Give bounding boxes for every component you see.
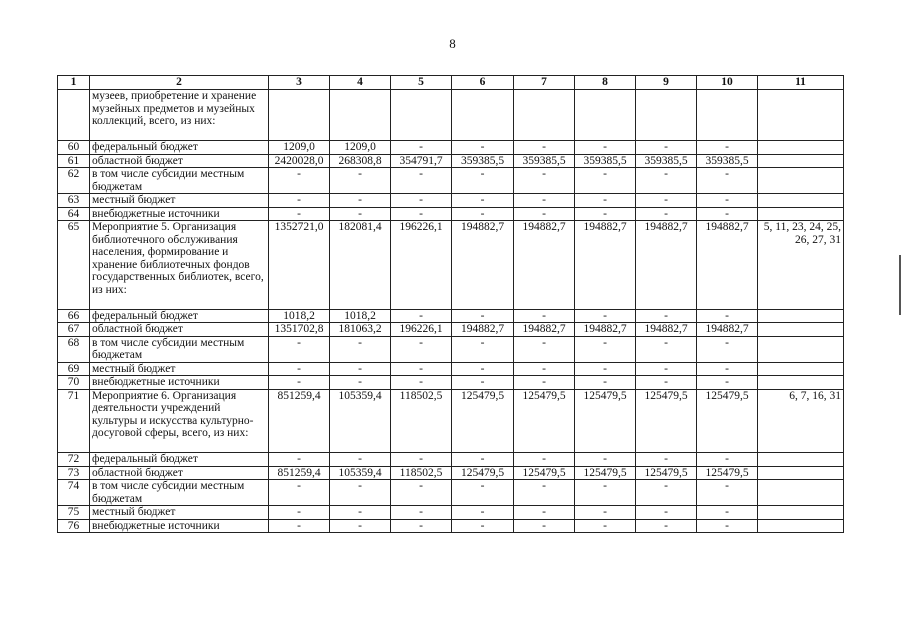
- amount-cell: -: [697, 506, 758, 520]
- amount-cell: 125479,5: [514, 389, 575, 453]
- amount-cell: -: [575, 453, 636, 467]
- amount-cell: -: [391, 336, 452, 362]
- table-row: [58, 141, 844, 155]
- row-number: 69: [58, 362, 90, 376]
- amount-cell: -: [697, 480, 758, 506]
- amount-cell: 125479,5: [514, 466, 575, 480]
- amount-cell: 851259,4: [269, 389, 330, 453]
- row-description: местный бюджет: [90, 194, 269, 208]
- amount-cell: -: [514, 194, 575, 208]
- amount-cell: -: [330, 453, 391, 467]
- indicator-refs: [758, 168, 844, 194]
- amount-cell: 359385,5: [452, 154, 514, 168]
- amount-cell: -: [452, 506, 514, 520]
- row-description: в том числе субсидии местным бюджетам: [90, 168, 269, 194]
- amount-cell: -: [514, 168, 575, 194]
- scan-edge-mark: [899, 255, 901, 315]
- amount-cell: 851259,4: [269, 466, 330, 480]
- amount-cell: -: [514, 336, 575, 362]
- table-row: [58, 154, 844, 168]
- amount-cell: -: [330, 480, 391, 506]
- row-number: 65: [58, 221, 90, 310]
- indicator-refs: [758, 466, 844, 480]
- amount-cell: -: [697, 141, 758, 155]
- column-header-7: 7: [514, 76, 575, 90]
- amount-cell: -: [575, 376, 636, 390]
- indicator-refs: [758, 453, 844, 467]
- row-number: 62: [58, 168, 90, 194]
- amount-cell: -: [391, 168, 452, 194]
- amount-cell: -: [330, 207, 391, 221]
- table-row: [58, 480, 844, 506]
- row-description: федеральный бюджет: [90, 309, 269, 323]
- amount-cell: 194882,7: [697, 323, 758, 337]
- amount-cell: -: [269, 480, 330, 506]
- amount-cell: -: [697, 194, 758, 208]
- amount-cell: -: [697, 336, 758, 362]
- amount-cell: 194882,7: [514, 221, 575, 310]
- page-number: 8: [449, 36, 456, 51]
- amount-cell: -: [575, 309, 636, 323]
- amount-cell: 118502,5: [391, 466, 452, 480]
- amount-cell: -: [330, 519, 391, 533]
- amount-cell: -: [697, 207, 758, 221]
- amount-cell: 1018,2: [330, 309, 391, 323]
- amount-cell: 125479,5: [697, 389, 758, 453]
- amount-cell: -: [452, 194, 514, 208]
- amount-cell: -: [391, 362, 452, 376]
- row-number: 61: [58, 154, 90, 168]
- row-number: 76: [58, 519, 90, 533]
- amount-cell: -: [575, 519, 636, 533]
- amount-cell: [514, 90, 575, 141]
- amount-cell: 194882,7: [636, 323, 697, 337]
- table-row: [58, 453, 844, 467]
- amount-cell: 125479,5: [636, 389, 697, 453]
- amount-cell: -: [452, 480, 514, 506]
- table-row: [58, 519, 844, 533]
- amount-cell: 196226,1: [391, 221, 452, 310]
- table-header-row: [58, 76, 844, 90]
- indicator-refs: 6, 7, 16, 31: [758, 389, 844, 453]
- row-number: 74: [58, 480, 90, 506]
- amount-cell: -: [514, 506, 575, 520]
- column-header-5: 5: [391, 76, 452, 90]
- indicator-refs: 5, 11, 23, 24, 25, 26, 27, 31: [758, 221, 844, 310]
- row-description: внебюджетные источники: [90, 376, 269, 390]
- indicator-refs: [758, 323, 844, 337]
- row-description: местный бюджет: [90, 362, 269, 376]
- row-description: областной бюджет: [90, 323, 269, 337]
- amount-cell: -: [514, 376, 575, 390]
- row-description: Мероприятие 6. Организация деятельности учреждений культуры и искусства культурно-досуговой сферы, всего, из них:: [90, 389, 269, 453]
- row-number: [58, 90, 90, 141]
- row-description: Мероприятие 5. Организация библиотечного обслуживания населения, формирование и хранение библиотечных фондов государственных библиотек, всего, из них:: [90, 221, 269, 310]
- amount-cell: -: [636, 168, 697, 194]
- amount-cell: 196226,1: [391, 323, 452, 337]
- amount-cell: -: [452, 168, 514, 194]
- row-number: 72: [58, 453, 90, 467]
- row-description: внебюджетные источники: [90, 519, 269, 533]
- amount-cell: -: [514, 309, 575, 323]
- amount-cell: 181063,2: [330, 323, 391, 337]
- amount-cell: -: [636, 519, 697, 533]
- amount-cell: 105359,4: [330, 466, 391, 480]
- amount-cell: 125479,5: [697, 466, 758, 480]
- table-row: [58, 309, 844, 323]
- row-description: местный бюджет: [90, 506, 269, 520]
- amount-cell: -: [330, 506, 391, 520]
- amount-cell: 359385,5: [697, 154, 758, 168]
- amount-cell: -: [330, 376, 391, 390]
- amount-cell: -: [269, 168, 330, 194]
- table-body: [58, 90, 844, 533]
- indicator-refs: [758, 506, 844, 520]
- indicator-refs: [758, 141, 844, 155]
- table-row: [58, 168, 844, 194]
- row-number: 70: [58, 376, 90, 390]
- row-number: 60: [58, 141, 90, 155]
- amount-cell: -: [452, 141, 514, 155]
- amount-cell: 125479,5: [575, 389, 636, 453]
- column-header-8: 8: [575, 76, 636, 90]
- amount-cell: 125479,5: [452, 466, 514, 480]
- indicator-refs: [758, 90, 844, 141]
- amount-cell: [575, 90, 636, 141]
- amount-cell: -: [391, 453, 452, 467]
- amount-cell: -: [452, 207, 514, 221]
- column-header-2: 2: [90, 76, 269, 90]
- amount-cell: -: [452, 453, 514, 467]
- amount-cell: -: [636, 480, 697, 506]
- amount-cell: [697, 90, 758, 141]
- amount-cell: 194882,7: [575, 323, 636, 337]
- amount-cell: 354791,7: [391, 154, 452, 168]
- amount-cell: 1209,0: [269, 141, 330, 155]
- amount-cell: -: [330, 194, 391, 208]
- indicator-refs: [758, 207, 844, 221]
- column-header-1: 1: [58, 76, 90, 90]
- amount-cell: -: [269, 336, 330, 362]
- table-row: [58, 362, 844, 376]
- amount-cell: -: [636, 141, 697, 155]
- amount-cell: -: [269, 519, 330, 533]
- amount-cell: -: [391, 506, 452, 520]
- row-description: областной бюджет: [90, 154, 269, 168]
- amount-cell: -: [636, 207, 697, 221]
- amount-cell: -: [269, 453, 330, 467]
- amount-cell: 125479,5: [575, 466, 636, 480]
- amount-cell: -: [330, 168, 391, 194]
- amount-cell: -: [514, 480, 575, 506]
- amount-cell: 194882,7: [514, 323, 575, 337]
- amount-cell: -: [697, 168, 758, 194]
- row-number: 66: [58, 309, 90, 323]
- row-description: федеральный бюджет: [90, 453, 269, 467]
- column-header-10: 10: [697, 76, 758, 90]
- table-row: [58, 90, 844, 141]
- amount-cell: -: [697, 362, 758, 376]
- row-number: 68: [58, 336, 90, 362]
- amount-cell: -: [697, 453, 758, 467]
- amount-cell: [391, 90, 452, 141]
- amount-cell: -: [269, 362, 330, 376]
- row-number: 75: [58, 506, 90, 520]
- amount-cell: -: [636, 506, 697, 520]
- amount-cell: -: [452, 376, 514, 390]
- table-row: [58, 207, 844, 221]
- row-number: 63: [58, 194, 90, 208]
- amount-cell: -: [269, 506, 330, 520]
- amount-cell: -: [697, 376, 758, 390]
- table-row: [58, 336, 844, 362]
- amount-cell: 359385,5: [514, 154, 575, 168]
- amount-cell: -: [575, 336, 636, 362]
- table-row: [58, 194, 844, 208]
- amount-cell: -: [697, 519, 758, 533]
- amount-cell: 125479,5: [452, 389, 514, 453]
- amount-cell: -: [452, 336, 514, 362]
- amount-cell: -: [514, 362, 575, 376]
- amount-cell: 2420028,0: [269, 154, 330, 168]
- amount-cell: [452, 90, 514, 141]
- amount-cell: -: [269, 194, 330, 208]
- amount-cell: -: [391, 309, 452, 323]
- amount-cell: -: [636, 194, 697, 208]
- amount-cell: -: [452, 309, 514, 323]
- row-number: 67: [58, 323, 90, 337]
- amount-cell: -: [514, 519, 575, 533]
- amount-cell: -: [636, 362, 697, 376]
- amount-cell: -: [452, 362, 514, 376]
- amount-cell: 194882,7: [452, 221, 514, 310]
- amount-cell: 268308,8: [330, 154, 391, 168]
- row-number: 71: [58, 389, 90, 453]
- amount-cell: -: [575, 194, 636, 208]
- table-row: [58, 506, 844, 520]
- indicator-refs: [758, 309, 844, 323]
- column-header-4: 4: [330, 76, 391, 90]
- indicator-refs: [758, 154, 844, 168]
- table-row: [58, 221, 844, 310]
- amount-cell: -: [514, 141, 575, 155]
- amount-cell: 1018,2: [269, 309, 330, 323]
- amount-cell: -: [575, 362, 636, 376]
- table-row: [58, 389, 844, 453]
- indicator-refs: [758, 519, 844, 533]
- amount-cell: 182081,4: [330, 221, 391, 310]
- amount-cell: -: [330, 362, 391, 376]
- amount-cell: -: [575, 480, 636, 506]
- amount-cell: -: [391, 480, 452, 506]
- indicator-refs: [758, 336, 844, 362]
- amount-cell: -: [330, 336, 391, 362]
- amount-cell: -: [575, 207, 636, 221]
- amount-cell: -: [391, 519, 452, 533]
- amount-cell: 359385,5: [636, 154, 697, 168]
- amount-cell: -: [575, 506, 636, 520]
- amount-cell: 1209,0: [330, 141, 391, 155]
- amount-cell: [269, 90, 330, 141]
- amount-cell: -: [636, 336, 697, 362]
- indicator-refs: [758, 194, 844, 208]
- row-description: внебюджетные источники: [90, 207, 269, 221]
- amount-cell: -: [269, 207, 330, 221]
- amount-cell: 194882,7: [697, 221, 758, 310]
- amount-cell: -: [514, 453, 575, 467]
- row-number: 73: [58, 466, 90, 480]
- row-number: 64: [58, 207, 90, 221]
- amount-cell: 1352721,0: [269, 221, 330, 310]
- amount-cell: -: [391, 207, 452, 221]
- column-header-9: 9: [636, 76, 697, 90]
- table-row: [58, 376, 844, 390]
- row-description: областной бюджет: [90, 466, 269, 480]
- amount-cell: 118502,5: [391, 389, 452, 453]
- column-header-6: 6: [452, 76, 514, 90]
- row-description: музеев, приобретение и хранение музейных предметов и музейных коллекций, всего, из них:: [90, 90, 269, 141]
- amount-cell: [636, 90, 697, 141]
- amount-cell: 1351702,8: [269, 323, 330, 337]
- amount-cell: 125479,5: [636, 466, 697, 480]
- amount-cell: 194882,7: [452, 323, 514, 337]
- table-row: [58, 323, 844, 337]
- amount-cell: -: [514, 207, 575, 221]
- amount-cell: -: [269, 376, 330, 390]
- amount-cell: -: [636, 376, 697, 390]
- amount-cell: -: [575, 168, 636, 194]
- amount-cell: -: [391, 141, 452, 155]
- budget-table: [57, 75, 844, 533]
- amount-cell: -: [697, 309, 758, 323]
- amount-cell: [330, 90, 391, 141]
- amount-cell: -: [636, 453, 697, 467]
- amount-cell: -: [452, 519, 514, 533]
- indicator-refs: [758, 376, 844, 390]
- row-description: в том числе субсидии местным бюджетам: [90, 336, 269, 362]
- amount-cell: -: [575, 141, 636, 155]
- amount-cell: 194882,7: [575, 221, 636, 310]
- amount-cell: -: [636, 309, 697, 323]
- table-row: [58, 466, 844, 480]
- amount-cell: -: [391, 376, 452, 390]
- indicator-refs: [758, 362, 844, 376]
- row-description: в том числе субсидии местным бюджетам: [90, 480, 269, 506]
- amount-cell: 105359,4: [330, 389, 391, 453]
- amount-cell: -: [391, 194, 452, 208]
- column-header-3: 3: [269, 76, 330, 90]
- amount-cell: 359385,5: [575, 154, 636, 168]
- amount-cell: 194882,7: [636, 221, 697, 310]
- indicator-refs: [758, 480, 844, 506]
- column-header-11: 11: [758, 76, 844, 90]
- row-description: федеральный бюджет: [90, 141, 269, 155]
